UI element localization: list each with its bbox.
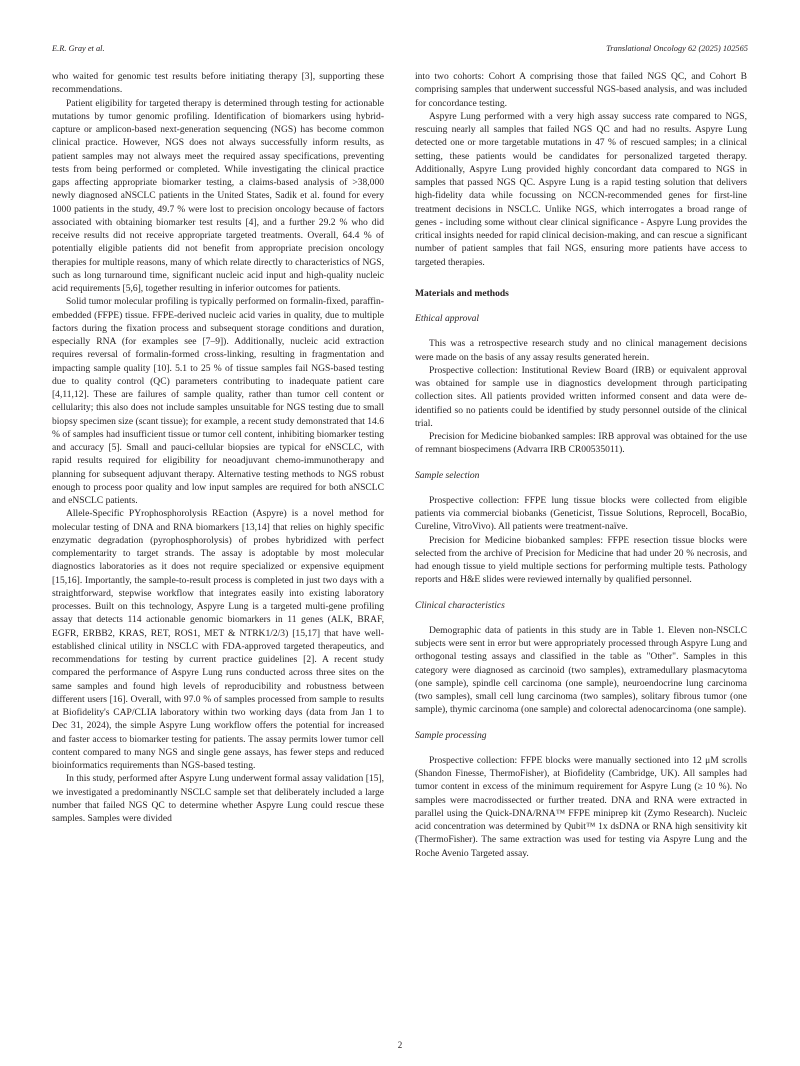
paragraph: Prospective collection: FFPE blocks were manually sectioned into 12 μM scrolls (Shandon Finesse, ThermoFisher), at Biofidelity (Cambridge, UK). All samples had tumor content in excess of the minimum requirement for Aspyre Lung (≥ 10 %). No samples were macrodissected or further treated. DNA and RNA were extracted in parallel using the Quick-DNA/RNA™ FFPE miniprep kit (Zymo Research). Nucleic acid concentration was determined by Qubit™ 1x dsDNA or RNA high sensitivity kit (ThermoFisher). The same extraction was used for testing via Aspyre Lung and the Roche Avenio Targeted assay.	[415, 754, 747, 859]
running-head-authors: E.R. Gray et al.	[52, 44, 105, 53]
paragraph: Solid tumor molecular profiling is typically performed on formalin-fixed, paraffin-embedded (FFPE) tissue. FFPE-derived nucleic acid varies in quality, due to multiple factors during the fixation process and subsequent storage conditions and duration, especially RNA (for examples see [7–9]). Additionally, nucleic acid extraction requires reversal of formalin-formed cross-linking, resulting in fragmentation and impacting sample quality [10]. 5.1 to 25 % of tissue samples fail NGS-based testing due to quality control (QC) parameters contributing to inadequate patient care [4,11,12]. These are failures of sample quality, rather than tumor cell content or cellularity; this also does not include samples unsuitable for NGS testing due to small biopsy specimen size (scant tissue); for example, a recent study demonstrated that 14.6 % of samples had insufficient tissue or tumor cell content, inhibiting biomarker testing and accuracy [5]. Small and pauci-cellular biopsies are typical for eNSCLC, with rapid results required for eligibility for neoadjuvant chemo-immunotherapy and planning for subsequent adjuvant therapy. Alternative testing methods to NGS robust enough to process poor quality and low input samples are required for both aNSCLC and eNSCLC patients.	[52, 296, 384, 506]
paragraph: Prospective collection: FFPE lung tissue blocks were collected from eligible patients via commercial biobanks (Geneticist, Tissue Solutions, Reprocell, BocaBio, Cureline, VitroVivo). All patients were treatment-naïve.	[415, 494, 747, 533]
running-head	[52, 44, 748, 60]
subsection-heading-clinical: Clinical characteristics	[415, 599, 505, 611]
section-heading-methods: Materials and methods	[415, 287, 509, 299]
running-head-journal: Translational Oncology 62 (2025) 102565	[606, 44, 748, 53]
subsection-heading-processing: Sample processing	[415, 729, 487, 741]
paragraph: Precision for Medicine biobanked samples: FFPE resection tissue blocks were selected from the archive of Precision for Medicine that had under 20 % necrosis, and had enough tissue to yield multiple sections for performing multiple tests. Pathology reports and H&E slides were reviewed internally by qualified personnel.	[415, 534, 747, 586]
paragraph: who waited for genomic test results before initiating therapy [3], supporting these recommendations.	[52, 71, 384, 96]
left-column	[52, 70, 384, 825]
paragraph: In this study, performed after Aspyre Lung underwent formal assay validation [15], we investigated a predominantly NSCLC sample set that deliberately included a large number that failed NGS QC to determine whether Aspyre Lung could rescue these samples. Samples were divided	[52, 773, 384, 824]
paragraph: Patient eligibility for targeted therapy is determined through testing for actionable mutations by tumor genomic profiling. Identification of biomarkers using hybrid-capture or amplicon-based next-generation sequencing (NGS) has become common clinical practice. However, NGS does not always successfully inform results, as patient samples may not always meet the required assay specifications, preventing tests from being performed or completed. While investigating the clinical practice gaps affecting appropriate biomarker testing, a claims-based analysis of >38,000 newly diagnosed aNSCLC patients in the United States, Sadik et al. found for every 1000 patients in the study, 49.7 % were lost to precision oncology because of factors associated with obtaining biomarker test results [4], and a further 29.2 % who did receive results did not receive appropriate targeted treatments. Overall, 64.4 % of potentially eligible patients did not benefit from appropriate precision oncology therapies for multiple reasons, many of which relate directly to characteristics of NGS, such as long turnaround time, significant nucleic acid input and high-quality nucleic acid requirements [5,6], together resulting in inferior outcomes for patients.	[52, 97, 384, 294]
paragraph: Precision for Medicine biobanked samples: IRB approval was obtained for the use of remnant biospecimens (Advarra IRB CR00535011).	[415, 431, 747, 456]
page-number: 2	[397, 1040, 403, 1050]
right-column	[415, 70, 747, 860]
paragraph: Aspyre Lung performed with a very high assay success rate compared to NGS, rescuing nearly all samples that failed NGS QC and had no results. Aspyre Lung detected one or more targetable mutations in 47 % of rescued samples; in a clinical setting, these patients would be candidates for personalized targeted therapy. Additionally, Aspyre Lung provided highly concordant data compared to NGS in samples that passed NGS QC. Aspyre Lung is a rapid testing solution that delivers high-fidelity data while focussing on NCCN-recommended genes for first-line treatment decisions in NSCLC. Unlike NGS, which interrogates a broad range of genes - including some without clear clinical significance - Aspyre Lung provides the critical insights needed for rapid clinical decision-making, and can rescue a significant number of patient samples that fail NGS, ensuring more patients have access to targeted therapies.	[415, 110, 747, 268]
paragraph: This was a retrospective research study and no clinical management decisions were made on the basis of any assay results generated herein.	[415, 338, 747, 363]
paragraph: Demographic data of patients in this study are in Table 1. Eleven non-NSCLC subjects were sent in error but were appropriately processed through Aspyre Lung and orthogonal testing assays and classified in the table as "Other". Samples in this category were diagnosed as carcinoid (two samples), extramedullary plasmacytoma (one sample), spindle cell carcinoma (one sample), neuroendocrine lung carcinoma (two samples), small cell lung carcinoma (two samples), solitary fibrous tumor (one sample), thymic carcinoma (one sample) and colorectal adenocarcinoma (one sample).	[415, 624, 747, 716]
paragraph: into two cohorts: Cohort A comprising those that failed NGS QC, and Cohort B comprising samples that underwent successful NGS-based analysis, and was included for concordance testing.	[415, 71, 747, 109]
subsection-heading-ethical: Ethical approval	[415, 313, 480, 324]
paragraph: Prospective collection: Institutional Review Board (IRB) or equivalent approval was obtained for sample use in diagnostics development through participating collection sites. All patients provided written informed consent and data were de-identified so no patients could be identified by study personnel outside of the clinical trial.	[415, 364, 747, 429]
subsection-heading-selection: Sample selection	[415, 469, 480, 481]
paragraph: Allele-Specific PYrophosphorolysis REaction (Aspyre) is a novel method for molecular testing of DNA and RNA biomarkers [13,14] that relies on highly specific enzymatic degradation (pyrophosphorolysis) of probes hybridized with perfect complementarity to target strands. The assay is adoptable by most molecular diagnostics laboratories as it does not require specialized or expensive equipment [15,16]. Importantly, the sample-to-result process is completed in just two days with a straightforward, stepwise workflow that integrates easily into existing laboratory processes. Built on this technology, Aspyre Lung is a targeted multi-gene profiling assay that detects 114 actionable genomic biomarkers in 11 genes (ALK, BRAF, EGFR, ERBB2, KRAS, RET, ROS1, MET & NTRK1/2/3) [15,17] that have well-established clinical utility in NSCLC with FDA-approved targeted therapeutics, and recommendations for testing by current practice guidelines [2]. A recent study compared the performance of Aspyre Lung runs conducted across three sites on the same samples and found high levels of reproducibility and robustness between different users [16]. Overall, with 97.0 % of samples processed from sample to results at Biofidelity's CAP/CLIA laboratory within two working days (data from Jan 1 to Dec 31, 2024), the simple Aspyre Lung workflow offers the potential for increased and faster access to biomarker testing for patients. The assay permits lower tumor cell content compared to many NGS and single gene assays, has fewer steps and reduced bioinformatics requirements than NGS-based testing.	[52, 508, 384, 771]
